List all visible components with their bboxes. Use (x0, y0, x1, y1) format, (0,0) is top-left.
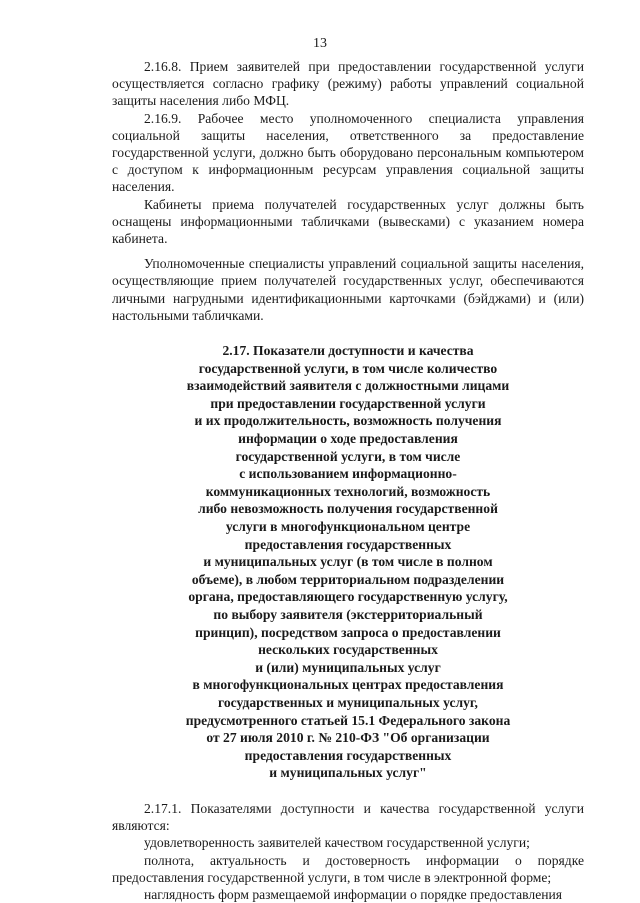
heading-line: и (или) муниципальных услуг (255, 659, 441, 675)
heading-line: коммуникационных технологий, возможность (205, 483, 491, 499)
heading-line: государственных и муниципальных услуг, (218, 694, 478, 710)
heading-line: услуги в многофункциональном центре (225, 518, 471, 534)
paragraph-cabinets: Кабинеты приема получателей государственных услуг должны быть оснащены информационными табличками (вывесками) с указанием номера кабинета. (112, 196, 584, 247)
heading-line: органа, предоставляющего государственную услугу, (188, 589, 508, 605)
heading-line: принцип), посредством запроса о предоставлении (195, 624, 501, 640)
document-body (112, 58, 584, 903)
heading-line: и муниципальных услуг (в том числе в полном (203, 554, 493, 570)
heading-line: государственной услуги, в том числе количество (198, 360, 498, 376)
section-2-17-body (112, 800, 584, 903)
paragraph-badges: Уполномоченные специалисты управлений социальной защиты населения, осуществляющие прием получателей государственных услуг, обеспечиваются личными нагрудными идентификационными карточками (бэйджами) и (или) настольными табличками. (112, 256, 584, 323)
paragraph-gap (112, 247, 584, 255)
heading-line: предоставления государственных (244, 536, 452, 552)
paragraph-2-16-9: 2.16.9. Рабочее место уполномоченного специалиста управления социальной защиты населения, ответственного за предоставление государственной услуги, должно быть оборудовано персональным компьютером с доступом к информационным ресурсам управления социальной защиты населения. (112, 110, 584, 195)
section-heading-2-17 (168, 342, 528, 782)
heading-line: предусмотренного статьей 15.1 Федерального закона (185, 712, 511, 728)
heading-line: взаимодействий заявителя с должностными лицами (186, 378, 510, 394)
heading-line: предоставления государственных (244, 747, 452, 763)
heading-line: по выбору заявителя (экстерриториальный (213, 606, 483, 622)
heading-line: либо невозможность получения государственной (198, 501, 498, 517)
heading-line: объеме), в любом территориальном подразделении (191, 571, 505, 587)
heading-line: государственной услуги, в том числе (235, 448, 461, 464)
heading-line: при предоставлении государственной услуги (210, 395, 486, 411)
paragraph-visibility: наглядность форм размещаемой информации о порядке предоставления (144, 886, 563, 902)
heading-line: с использованием информационно- (239, 466, 457, 482)
heading-line: и муниципальных услуг" (269, 765, 427, 781)
page-number: 13 (313, 36, 327, 51)
paragraph-2-16-8: 2.16.8. Прием заявителей при предоставлении государственной услуги осуществляется согласно графику (режиму) работы управлений социальной защиты населения либо МФЦ. (112, 59, 584, 109)
heading-line: от 27 июля 2010 г. № 210-ФЗ "Об организации (206, 730, 490, 746)
paragraph-satisfaction: удовлетворенность заявителей качеством государственной услуги; (144, 835, 530, 851)
paragraph-completeness: полнота, актуальность и достоверность информации о порядке предоставления государственной услуги, в том числе в электронной форме; (112, 852, 584, 885)
heading-line: нескольких государственных (258, 642, 438, 658)
heading-line: 2.17. Показатели доступности и качества (222, 343, 474, 359)
heading-line: в многофункциональных центрах предоставления (192, 677, 504, 693)
paragraph-2-17-1: 2.17.1. Показателями доступности и качества государственной услуги являются: (112, 800, 584, 834)
heading-line: информации о ходе предоставления (238, 431, 458, 447)
heading-line: и их продолжительность, возможность получения (194, 413, 502, 429)
